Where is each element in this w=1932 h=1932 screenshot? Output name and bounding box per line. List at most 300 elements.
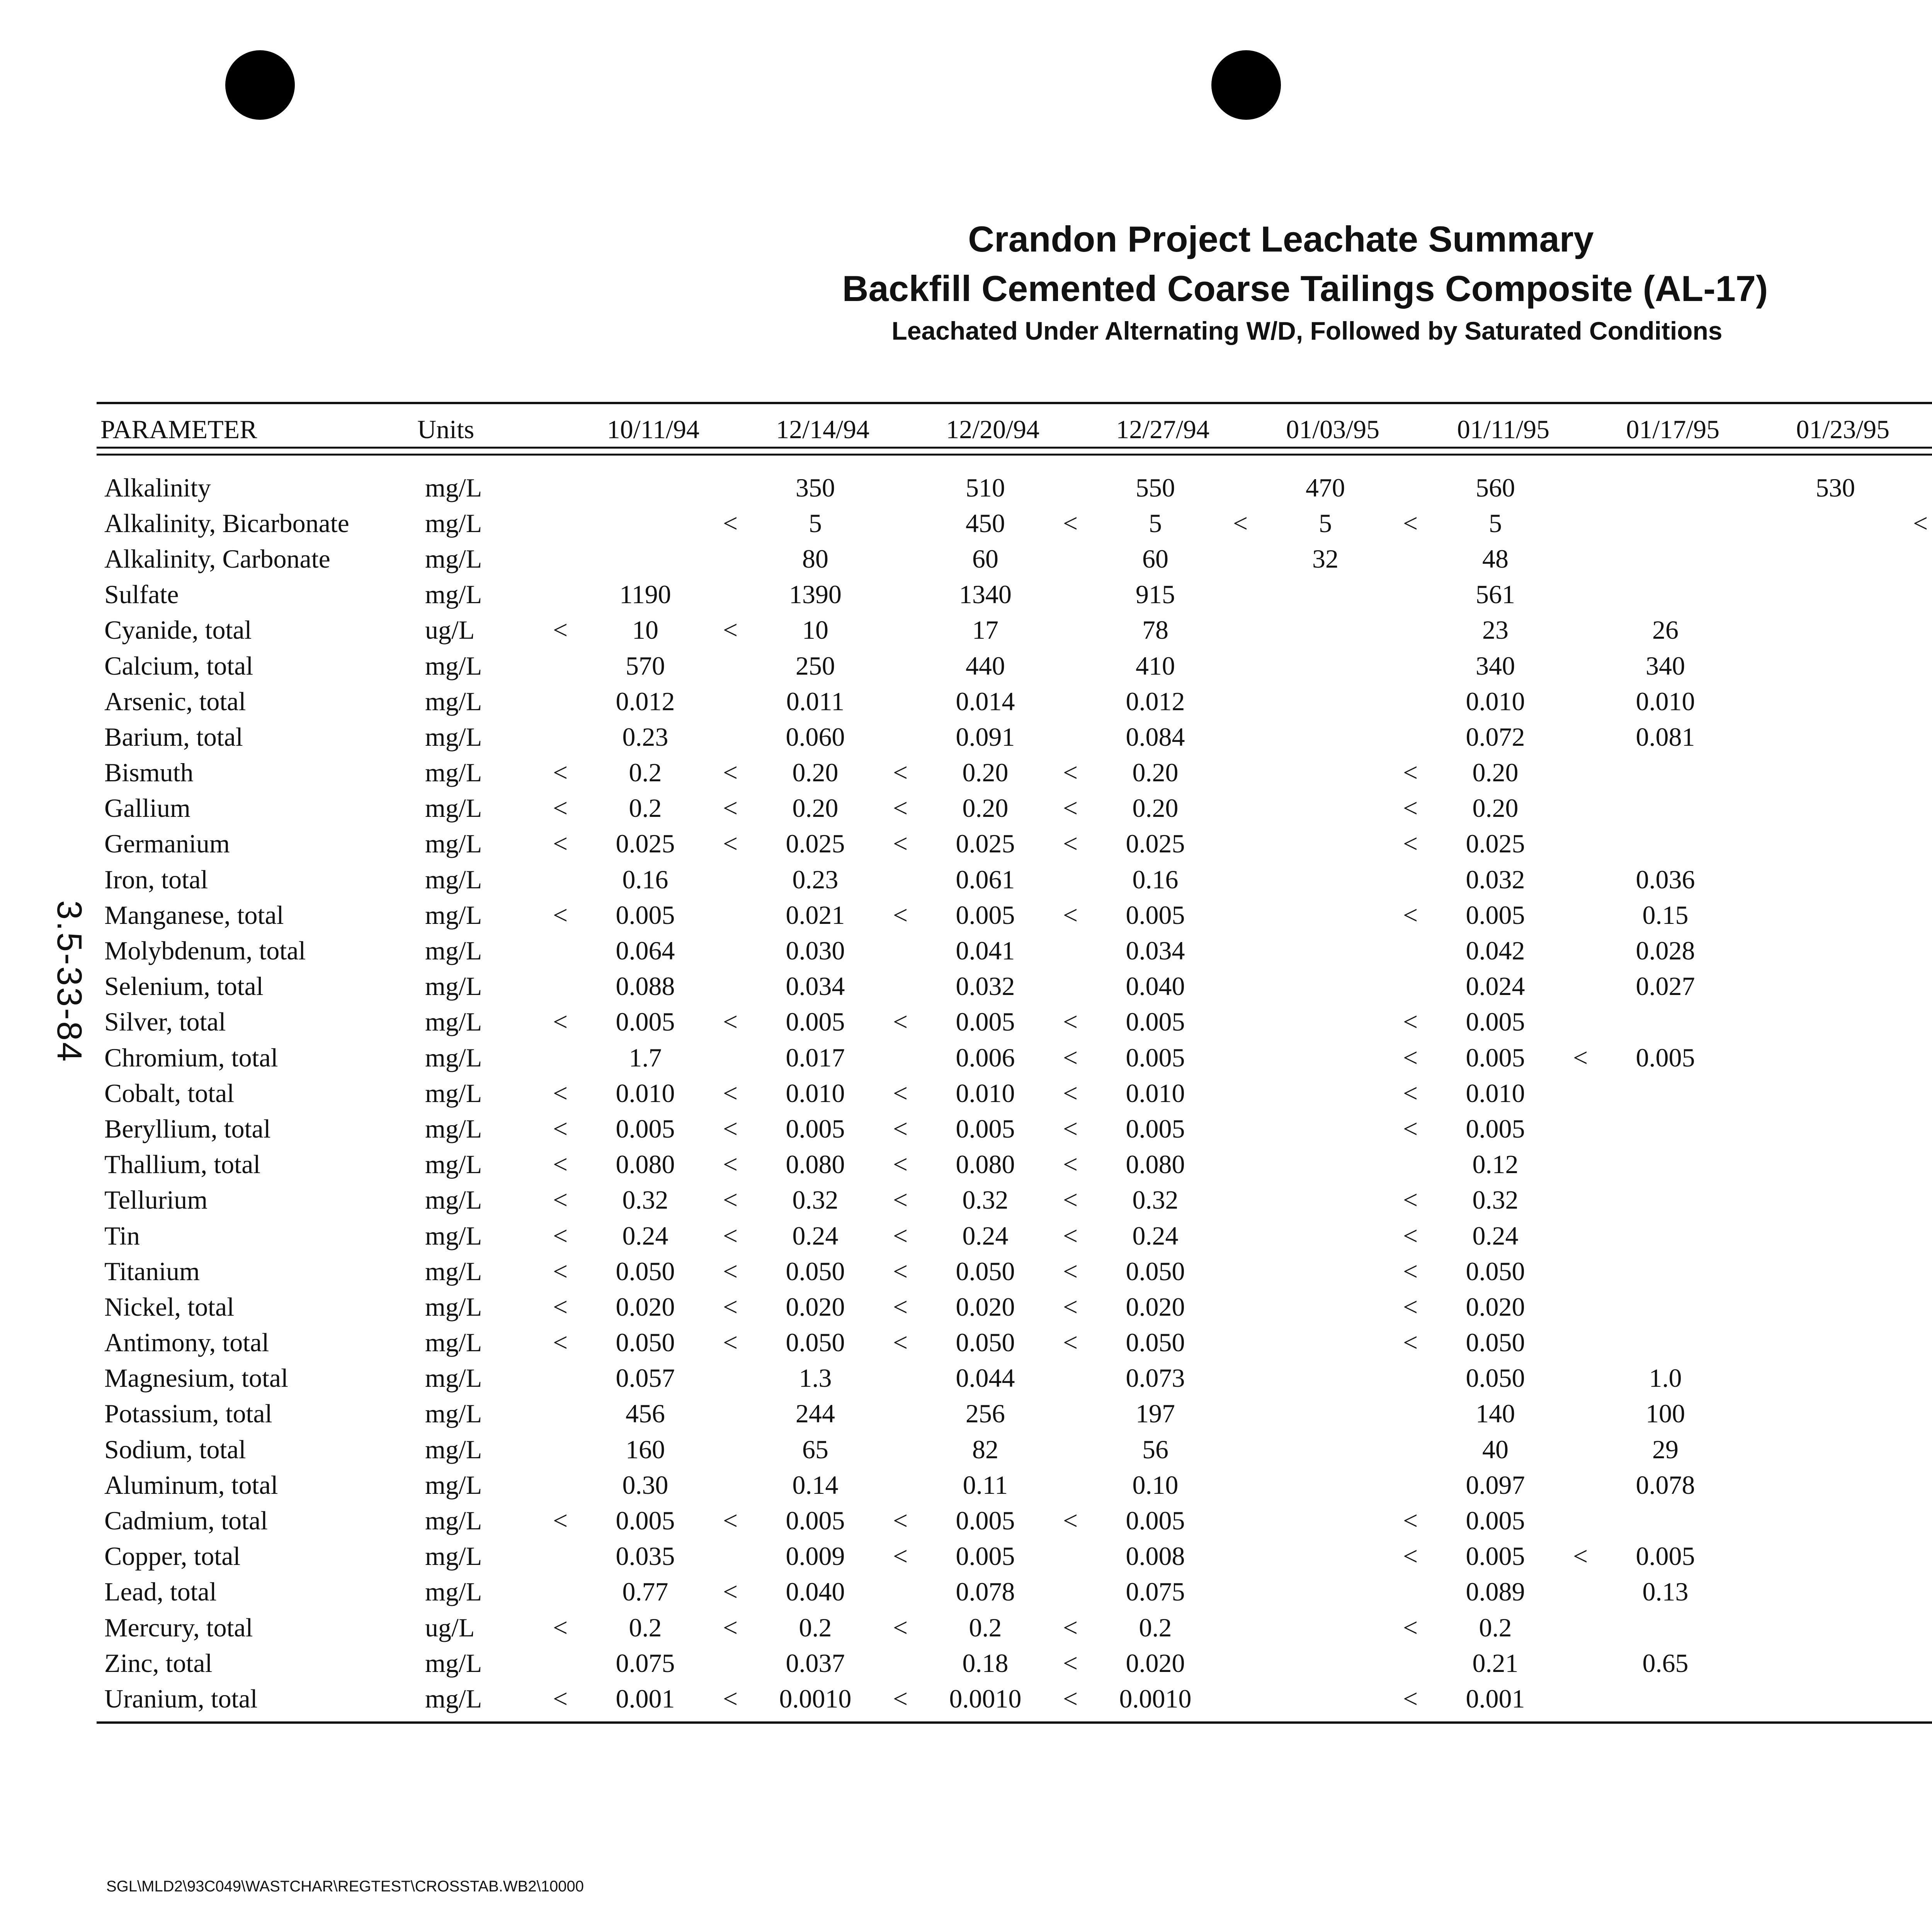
measurement-value: 561 — [1476, 580, 1515, 609]
less-than-qualifier — [1901, 1075, 1932, 1111]
less-than-qualifier: < — [1063, 1506, 1078, 1536]
less-than-qualifier: < — [1063, 758, 1078, 787]
less-than-qualifier: < — [723, 829, 738, 859]
less-than-qualifier — [881, 541, 920, 577]
parameter-units: mg/L — [425, 1185, 482, 1215]
less-than-qualifier: < — [1403, 793, 1418, 823]
less-than-qualifier — [1561, 897, 1600, 933]
parameter-name: Calcium, total — [104, 651, 253, 680]
less-than-qualifier — [1391, 933, 1430, 968]
table-row — [97, 1610, 1932, 1645]
measurement-value: 0.001 — [1466, 1684, 1525, 1713]
measurement-value — [1600, 541, 1731, 577]
measurement-value: 0.034 — [786, 971, 845, 1001]
less-than-qualifier — [881, 577, 920, 612]
measurement-value: 0.005 — [1126, 1114, 1185, 1143]
measurement-value: 510 — [966, 473, 1005, 502]
measurement-value: 0.034 — [1126, 936, 1185, 966]
measurement-value: 0.005 — [786, 1007, 845, 1037]
measurement-value: 0.16 — [1132, 864, 1179, 894]
less-than-qualifier — [1901, 612, 1932, 648]
measurement-value: 48 — [1482, 544, 1509, 573]
measurement-value — [1260, 897, 1391, 933]
less-than-qualifier — [1051, 470, 1090, 505]
measurement-value: 0.2 — [799, 1612, 832, 1642]
less-than-qualifier — [1221, 648, 1260, 684]
measurement-value: 0.005 — [616, 1114, 675, 1143]
less-than-qualifier — [711, 1361, 750, 1396]
measurement-value: 5 — [1319, 508, 1332, 538]
less-than-qualifier — [1221, 1610, 1260, 1645]
less-than-qualifier — [1901, 1147, 1932, 1182]
measurement-value: 100 — [1646, 1399, 1685, 1429]
measurement-value: 0.18 — [962, 1648, 1009, 1678]
measurement-value — [1770, 933, 1901, 968]
measurement-value — [1600, 1610, 1731, 1645]
measurement-value: 160 — [626, 1434, 665, 1464]
measurement-value — [1770, 1004, 1901, 1040]
less-than-qualifier: < — [723, 1328, 738, 1357]
measurement-value: 0.32 — [792, 1185, 838, 1215]
measurement-value: 0.012 — [616, 686, 675, 716]
less-than-qualifier: < — [723, 508, 738, 538]
measurement-value — [1600, 1182, 1731, 1218]
less-than-qualifier: < — [553, 1221, 568, 1250]
less-than-qualifier — [1051, 862, 1090, 897]
measurement-value: 29 — [1652, 1434, 1679, 1464]
less-than-qualifier — [1901, 1610, 1932, 1645]
measurement-value — [1600, 1111, 1731, 1146]
measurement-value: 0.005 — [1466, 900, 1525, 930]
less-than-qualifier — [1561, 577, 1600, 612]
measurement-value: 0.097 — [1466, 1470, 1525, 1500]
less-than-qualifier: < — [723, 1577, 738, 1607]
less-than-qualifier — [711, 1467, 750, 1503]
measurement-value: 0.10 — [1132, 1470, 1179, 1500]
parameter-units: mg/L — [425, 1292, 482, 1321]
measurement-value: 0.21 — [1472, 1648, 1519, 1678]
less-than-qualifier — [541, 1361, 580, 1396]
less-than-qualifier — [1221, 1325, 1260, 1361]
measurement-value: 0.050 — [616, 1256, 675, 1286]
less-than-qualifier — [1901, 1182, 1932, 1218]
parameter-name: Uranium, total — [104, 1684, 258, 1713]
parameter-name: Tellurium — [104, 1185, 208, 1215]
less-than-qualifier: < — [1403, 1328, 1418, 1357]
measurement-value: 0.030 — [786, 936, 845, 966]
measurement-value — [580, 541, 711, 577]
less-than-qualifier — [1221, 1574, 1260, 1610]
less-than-qualifier — [1901, 1574, 1932, 1610]
parameter-units: mg/L — [425, 1114, 482, 1143]
measurement-value — [1260, 826, 1391, 862]
measurement-value — [1260, 1111, 1391, 1146]
less-than-qualifier — [1731, 1289, 1770, 1325]
parameter-name: Sodium, total — [104, 1434, 246, 1464]
less-than-qualifier: < — [1403, 1185, 1418, 1215]
measurement-value: 0.24 — [962, 1221, 1009, 1250]
parameter-units: mg/L — [425, 1434, 482, 1464]
measurement-value: 0.32 — [1472, 1185, 1519, 1215]
less-than-qualifier: < — [1063, 829, 1078, 859]
less-than-qualifier: < — [1063, 1043, 1078, 1072]
less-than-qualifier — [1731, 1004, 1770, 1040]
less-than-qualifier: < — [723, 793, 738, 823]
measurement-value: 0.010 — [956, 1078, 1015, 1108]
less-than-qualifier — [541, 577, 580, 612]
less-than-qualifier: < — [893, 1506, 908, 1536]
parameter-units: mg/L — [425, 864, 482, 894]
measurement-value: 0.005 — [786, 1506, 845, 1536]
less-than-qualifier — [1221, 1681, 1260, 1716]
less-than-qualifier — [881, 648, 920, 684]
less-than-qualifier — [1561, 1147, 1600, 1182]
less-than-qualifier — [1731, 612, 1770, 648]
less-than-qualifier — [1221, 1289, 1260, 1325]
less-than-qualifier: < — [893, 1221, 908, 1250]
parameter-name: Copper, total — [104, 1541, 241, 1571]
measurement-value: 350 — [796, 473, 835, 502]
measurement-value: 0.005 — [1126, 900, 1185, 930]
measurement-value — [1260, 1574, 1391, 1610]
less-than-qualifier — [1221, 1040, 1260, 1075]
measurement-value — [1260, 612, 1391, 648]
measurement-value — [1600, 1325, 1731, 1361]
less-than-qualifier — [1561, 1574, 1600, 1610]
less-than-qualifier: < — [893, 1114, 908, 1143]
parameter-name: Thallium, total — [104, 1150, 261, 1179]
less-than-qualifier — [711, 470, 750, 505]
less-than-qualifier: < — [1403, 1612, 1418, 1642]
parameter-name: Potassium, total — [104, 1399, 272, 1429]
less-than-qualifier — [1731, 1610, 1770, 1645]
measurement-value — [1770, 791, 1901, 826]
table-header — [97, 413, 1932, 446]
less-than-qualifier — [881, 1396, 920, 1432]
measurement-value: 0.020 — [1466, 1292, 1525, 1321]
table-row — [97, 1361, 1932, 1396]
less-than-qualifier — [881, 1467, 920, 1503]
measurement-value: 0.005 — [1126, 1007, 1185, 1037]
less-than-qualifier: < — [1063, 1078, 1078, 1108]
measurement-value: 0.088 — [616, 971, 675, 1001]
measurement-value — [1770, 1610, 1901, 1645]
less-than-qualifier — [1901, 1503, 1932, 1538]
measurement-value — [1260, 648, 1391, 684]
measurement-value — [1260, 1539, 1391, 1574]
measurement-value — [1770, 684, 1901, 719]
less-than-qualifier — [1901, 541, 1932, 577]
less-than-qualifier — [1731, 1645, 1770, 1681]
less-than-qualifier — [1221, 612, 1260, 648]
measurement-value — [1770, 648, 1901, 684]
measurement-value: 0.77 — [622, 1577, 668, 1607]
less-than-qualifier — [1561, 684, 1600, 719]
less-than-qualifier — [1221, 470, 1260, 505]
table-row — [97, 1432, 1932, 1467]
measurement-value — [1770, 1040, 1901, 1075]
less-than-qualifier — [1391, 1147, 1430, 1182]
less-than-qualifier: < — [553, 1150, 568, 1179]
measurement-value — [1770, 862, 1901, 897]
less-than-qualifier: < — [1063, 1221, 1078, 1250]
less-than-qualifier — [541, 719, 580, 755]
less-than-qualifier: < — [1063, 1648, 1078, 1678]
less-than-qualifier: < — [1913, 508, 1928, 538]
measurement-value: 0.025 — [956, 829, 1015, 859]
measurement-value: 0.050 — [786, 1256, 845, 1286]
measurement-value: 0.010 — [1636, 686, 1695, 716]
less-than-qualifier — [1221, 1253, 1260, 1289]
measurement-value — [1260, 1503, 1391, 1538]
measurement-value: 140 — [1476, 1399, 1515, 1429]
less-than-qualifier — [1391, 719, 1430, 755]
less-than-qualifier — [1561, 933, 1600, 968]
measurement-value — [1770, 1147, 1901, 1182]
measurement-value: 1340 — [959, 580, 1012, 609]
less-than-qualifier — [1731, 1539, 1770, 1574]
measurement-value: 1.3 — [799, 1363, 832, 1393]
less-than-qualifier: < — [893, 829, 908, 859]
measurement-value — [1600, 1503, 1731, 1538]
less-than-qualifier — [1221, 1075, 1260, 1111]
measurement-value: 0.005 — [956, 1007, 1015, 1037]
header-date: 01/03/95 — [1286, 414, 1380, 444]
measurement-value — [1770, 1467, 1901, 1503]
parameter-name: Bismuth — [104, 758, 194, 787]
less-than-qualifier — [1731, 1040, 1770, 1075]
less-than-qualifier — [1051, 969, 1090, 1004]
table-rule-bottom — [97, 1721, 1932, 1724]
measurement-value: 0.010 — [1466, 686, 1525, 716]
less-than-qualifier — [541, 541, 580, 577]
parameter-units: mg/L — [425, 651, 482, 680]
less-than-qualifier — [1561, 719, 1600, 755]
parameter-units: mg/L — [425, 1470, 482, 1500]
less-than-qualifier: < — [1403, 829, 1418, 859]
less-than-qualifier — [1561, 1289, 1600, 1325]
parameter-units: mg/L — [425, 900, 482, 930]
less-than-qualifier — [1221, 684, 1260, 719]
measurement-value: 17 — [972, 615, 998, 645]
measurement-value: 0.15 — [1642, 900, 1689, 930]
table-row — [97, 1645, 1932, 1681]
measurement-value: 5 — [809, 508, 822, 538]
less-than-qualifier — [1731, 862, 1770, 897]
measurement-value: 0.005 — [616, 900, 675, 930]
measurement-value: 60 — [972, 544, 998, 573]
measurement-value: 0.11 — [963, 1470, 1008, 1500]
less-than-qualifier: < — [1063, 1256, 1078, 1286]
measurement-value — [1600, 1681, 1731, 1716]
less-than-qualifier: < — [1403, 1541, 1418, 1571]
less-than-qualifier — [1051, 1361, 1090, 1396]
less-than-qualifier: < — [553, 1292, 568, 1321]
less-than-qualifier: < — [553, 1078, 568, 1108]
measurement-value — [1600, 1253, 1731, 1289]
measurement-value: 0.32 — [962, 1185, 1009, 1215]
table-row — [97, 897, 1932, 933]
less-than-qualifier: < — [1063, 1114, 1078, 1143]
measurement-value: 82 — [972, 1434, 998, 1464]
less-than-qualifier: < — [1403, 1007, 1418, 1037]
measurement-value: 0.057 — [616, 1363, 675, 1393]
less-than-qualifier — [1561, 470, 1600, 505]
measurement-value: 0.005 — [1466, 1114, 1525, 1143]
table-row — [97, 1147, 1932, 1182]
measurement-value: 340 — [1646, 651, 1685, 680]
parameter-name: Cobalt, total — [104, 1078, 235, 1108]
less-than-qualifier — [1561, 505, 1600, 541]
table-row — [97, 1040, 1932, 1075]
less-than-qualifier: < — [1403, 1043, 1418, 1072]
table-row — [97, 969, 1932, 1004]
less-than-qualifier — [1051, 541, 1090, 577]
parameter-name: Titanium — [104, 1256, 200, 1286]
table-row — [97, 684, 1932, 719]
measurement-value: 65 — [802, 1434, 828, 1464]
less-than-qualifier — [1901, 826, 1932, 862]
measurement-value: 0.050 — [1466, 1328, 1525, 1357]
measurement-value: 0.20 — [792, 758, 838, 787]
less-than-qualifier — [541, 1574, 580, 1610]
less-than-qualifier: < — [553, 615, 568, 645]
less-than-qualifier — [1221, 1218, 1260, 1253]
less-than-qualifier: < — [1403, 1221, 1418, 1250]
less-than-qualifier: < — [893, 1150, 908, 1179]
table-row — [97, 933, 1932, 968]
less-than-qualifier — [1901, 1325, 1932, 1361]
measurement-value: 0.080 — [1126, 1150, 1185, 1179]
less-than-qualifier — [1561, 1503, 1600, 1538]
measurement-value: 0.081 — [1636, 722, 1695, 752]
parameter-name: Chromium, total — [104, 1043, 278, 1072]
parameter-name: Selenium, total — [104, 971, 264, 1001]
less-than-qualifier — [1731, 684, 1770, 719]
less-than-qualifier — [881, 1040, 920, 1075]
less-than-qualifier — [541, 1396, 580, 1432]
less-than-qualifier — [1731, 1111, 1770, 1146]
less-than-qualifier — [1901, 1467, 1932, 1503]
table-row — [97, 1467, 1932, 1503]
less-than-qualifier — [1391, 1361, 1430, 1396]
less-than-qualifier — [1221, 791, 1260, 826]
less-than-qualifier — [711, 969, 750, 1004]
measurement-value: 0.050 — [1466, 1256, 1525, 1286]
less-than-qualifier — [1221, 1503, 1260, 1538]
measurement-value: 0.073 — [1126, 1363, 1185, 1393]
less-than-qualifier: < — [893, 1328, 908, 1357]
parameter-name: Molybdenum, total — [104, 936, 306, 966]
measurement-value: 56 — [1142, 1434, 1168, 1464]
measurement-value — [1770, 1289, 1901, 1325]
measurement-value: 0.20 — [1132, 758, 1179, 787]
less-than-qualifier — [1051, 577, 1090, 612]
less-than-qualifier — [1561, 1325, 1600, 1361]
measurement-value: 470 — [1306, 473, 1345, 502]
measurement-value: 0.020 — [616, 1292, 675, 1321]
less-than-qualifier: < — [723, 1506, 738, 1536]
header-date: 12/20/94 — [946, 414, 1040, 444]
measurement-value — [1770, 1253, 1901, 1289]
less-than-qualifier: < — [1403, 1684, 1418, 1713]
less-than-qualifier — [1391, 1645, 1430, 1681]
table-row — [97, 1218, 1932, 1253]
less-than-qualifier — [1901, 1361, 1932, 1396]
less-than-qualifier — [541, 862, 580, 897]
measurement-value: 80 — [802, 544, 828, 573]
measurement-value — [1770, 1645, 1901, 1681]
less-than-qualifier: < — [723, 1292, 738, 1321]
parameter-units: mg/L — [425, 1648, 482, 1678]
measurement-value: 78 — [1142, 615, 1168, 645]
less-than-qualifier — [1221, 1182, 1260, 1218]
measurement-value: 915 — [1136, 580, 1175, 609]
less-than-qualifier — [1561, 1075, 1600, 1111]
measurement-value: 0.020 — [1126, 1292, 1185, 1321]
measurement-value — [1600, 1147, 1731, 1182]
measurement-value: 23 — [1482, 615, 1509, 645]
measurement-value: 440 — [966, 651, 1005, 680]
measurement-value: 5 — [1149, 508, 1162, 538]
less-than-qualifier: < — [723, 1256, 738, 1286]
measurement-value — [1260, 1040, 1391, 1075]
less-than-qualifier — [1731, 1681, 1770, 1716]
parameter-name: Nickel, total — [104, 1292, 235, 1321]
measurement-value — [1260, 684, 1391, 719]
less-than-qualifier — [711, 1040, 750, 1075]
table-row — [97, 541, 1932, 577]
table-rule-top — [97, 402, 1932, 404]
less-than-qualifier — [1051, 648, 1090, 684]
less-than-qualifier — [1391, 577, 1430, 612]
less-than-qualifier — [1221, 969, 1260, 1004]
less-than-qualifier — [1901, 1218, 1932, 1253]
less-than-qualifier: < — [1063, 1612, 1078, 1642]
measurement-value — [1600, 505, 1731, 541]
less-than-qualifier: < — [1063, 1684, 1078, 1713]
measurement-value: 0.021 — [786, 900, 845, 930]
parameter-name: Aluminum, total — [104, 1470, 278, 1500]
measurement-value: 0.020 — [786, 1292, 845, 1321]
less-than-qualifier — [1221, 826, 1260, 862]
page-subsubtitle: Leachated Under Alternating W/D, Followed by Saturated Conditions — [891, 316, 1723, 345]
less-than-qualifier: < — [1403, 1256, 1418, 1286]
measurement-value: 0.078 — [956, 1577, 1015, 1607]
parameter-name: Cyanide, total — [104, 615, 252, 645]
less-than-qualifier — [1391, 1396, 1430, 1432]
less-than-qualifier — [1051, 1432, 1090, 1467]
less-than-qualifier: < — [1063, 900, 1078, 930]
table-row — [97, 1182, 1932, 1218]
table-row — [97, 1574, 1932, 1610]
punch-hole — [1211, 50, 1281, 120]
measurement-value — [1600, 826, 1731, 862]
measurement-value: 32 — [1312, 544, 1338, 573]
less-than-qualifier: < — [723, 1007, 738, 1037]
header-units: Units — [417, 414, 474, 444]
measurement-value — [1770, 577, 1901, 612]
less-than-qualifier — [1561, 1253, 1600, 1289]
measurement-value — [1260, 1218, 1391, 1253]
measurement-value: 40 — [1482, 1434, 1509, 1464]
less-than-qualifier — [541, 969, 580, 1004]
less-than-qualifier — [711, 862, 750, 897]
less-than-qualifier — [1561, 1396, 1600, 1432]
less-than-qualifier — [1731, 1574, 1770, 1610]
measurement-value: 0.65 — [1642, 1648, 1689, 1678]
measurement-value — [1770, 969, 1901, 1004]
